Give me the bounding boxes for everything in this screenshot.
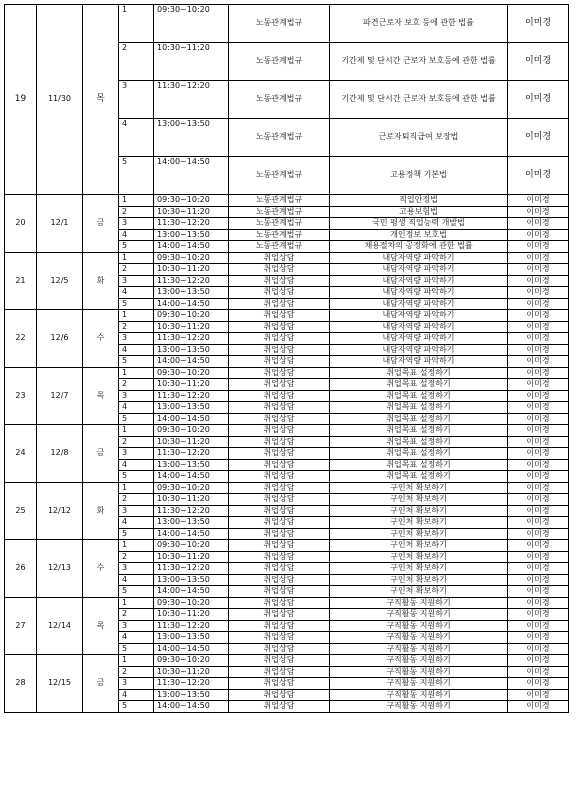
- instructor-cell: 이미경: [508, 632, 569, 644]
- instructor-cell: 이미경: [508, 678, 569, 690]
- subject-cell: 노동관계법규: [229, 218, 330, 230]
- table-row: [5, 655, 569, 667]
- session-number-cell: 22: [5, 310, 37, 368]
- date-cell: 12/15: [37, 655, 83, 713]
- period-cell: 2: [119, 609, 154, 621]
- date-cell: 12/8: [37, 425, 83, 483]
- time-cell: 14:00~14:50: [154, 528, 229, 540]
- topic-cell: 내담자역량 파악하기: [330, 275, 508, 287]
- period-cell: 4: [119, 287, 154, 299]
- topic-cell: 내담자역량 파악하기: [330, 298, 508, 310]
- session-number-cell: 21: [5, 252, 37, 310]
- subject-cell: 취업상담: [229, 379, 330, 391]
- topic-cell: 취업목표 설정하기: [330, 379, 508, 391]
- period-cell: 3: [119, 390, 154, 402]
- period-cell: 1: [119, 597, 154, 609]
- subject-cell: 취업상담: [229, 275, 330, 287]
- instructor-cell: 이미경: [508, 344, 569, 356]
- instructor-cell: 이미경: [508, 119, 569, 157]
- instructor-cell: 이미경: [508, 689, 569, 701]
- period-cell: 5: [119, 643, 154, 655]
- time-cell: 09:30~10:20: [154, 482, 229, 494]
- topic-cell: 내담자역량 파악하기: [330, 264, 508, 276]
- topic-cell: 구인처 확보하기: [330, 551, 508, 563]
- topic-cell: 내담자역량 파악하기: [330, 344, 508, 356]
- subject-cell: 노동관계법규: [229, 195, 330, 207]
- time-cell: 09:30~10:20: [154, 367, 229, 379]
- time-cell: 14:00~14:50: [154, 643, 229, 655]
- period-cell: 2: [119, 494, 154, 506]
- time-cell: 09:30~10:20: [154, 597, 229, 609]
- subject-cell: 노동관계법규: [229, 5, 330, 43]
- instructor-cell: 이미경: [508, 413, 569, 425]
- instructor-cell: 이미경: [508, 563, 569, 575]
- topic-cell: 구인처 확보하기: [330, 574, 508, 586]
- period-cell: 3: [119, 218, 154, 230]
- time-cell: 09:30~10:20: [154, 195, 229, 207]
- subject-cell: 취업상담: [229, 321, 330, 333]
- instructor-cell: 이미경: [508, 505, 569, 517]
- time-cell: 10:30~11:20: [154, 609, 229, 621]
- time-cell: 09:30~10:20: [154, 5, 229, 43]
- time-cell: 13:00~13:50: [154, 632, 229, 644]
- topic-cell: 취업목표 설정하기: [330, 471, 508, 483]
- table-row: [5, 540, 569, 552]
- time-cell: 13:00~13:50: [154, 402, 229, 414]
- period-cell: 1: [119, 310, 154, 322]
- subject-cell: 취업상담: [229, 528, 330, 540]
- subject-cell: 노동관계법규: [229, 119, 330, 157]
- time-cell: 13:00~13:50: [154, 119, 229, 157]
- time-cell: 11:30~12:20: [154, 390, 229, 402]
- time-cell: 14:00~14:50: [154, 241, 229, 253]
- time-cell: 10:30~11:20: [154, 43, 229, 81]
- topic-cell: 구직활동 지원하기: [330, 666, 508, 678]
- time-cell: 14:00~14:50: [154, 356, 229, 368]
- table-row: [5, 482, 569, 494]
- subject-cell: 취업상담: [229, 551, 330, 563]
- table-row: [5, 367, 569, 379]
- period-cell: 1: [119, 252, 154, 264]
- instructor-cell: 이미경: [508, 540, 569, 552]
- date-cell: 12/5: [37, 252, 83, 310]
- date-cell: 12/1: [37, 195, 83, 253]
- topic-cell: 직업안정법: [330, 195, 508, 207]
- period-cell: 5: [119, 586, 154, 598]
- subject-cell: 노동관계법규: [229, 43, 330, 81]
- instructor-cell: 이미경: [508, 528, 569, 540]
- period-cell: 4: [119, 229, 154, 241]
- weekday-cell: 수: [83, 310, 119, 368]
- instructor-cell: 이미경: [508, 551, 569, 563]
- table-row: [5, 310, 569, 322]
- date-cell: 12/14: [37, 597, 83, 655]
- session-number-cell: 20: [5, 195, 37, 253]
- instructor-cell: 이미경: [508, 252, 569, 264]
- weekday-cell: 목: [83, 597, 119, 655]
- subject-cell: 취업상담: [229, 333, 330, 345]
- period-cell: 5: [119, 413, 154, 425]
- instructor-cell: 이미경: [508, 597, 569, 609]
- instructor-cell: 이미경: [508, 275, 569, 287]
- weekday-cell: 목: [83, 367, 119, 425]
- time-cell: 10:30~11:20: [154, 494, 229, 506]
- topic-cell: 내담자역량 파악하기: [330, 321, 508, 333]
- period-cell: 5: [119, 356, 154, 368]
- time-cell: 13:00~13:50: [154, 517, 229, 529]
- topic-cell: 구인처 확보하기: [330, 494, 508, 506]
- subject-cell: 취업상담: [229, 563, 330, 575]
- time-cell: 10:30~11:20: [154, 264, 229, 276]
- time-cell: 13:00~13:50: [154, 287, 229, 299]
- time-cell: 14:00~14:50: [154, 586, 229, 598]
- instructor-cell: 이미경: [508, 643, 569, 655]
- time-cell: 11:30~12:20: [154, 275, 229, 287]
- subject-cell: 노동관계법규: [229, 157, 330, 195]
- date-cell: 11/30: [37, 5, 83, 195]
- topic-cell: 구직활동 지원하기: [330, 597, 508, 609]
- instructor-cell: 이미경: [508, 379, 569, 391]
- topic-cell: 취업목표 설정하기: [330, 402, 508, 414]
- instructor-cell: 이미경: [508, 229, 569, 241]
- instructor-cell: 이미경: [508, 356, 569, 368]
- instructor-cell: 이미경: [508, 448, 569, 460]
- time-cell: 14:00~14:50: [154, 157, 229, 195]
- instructor-cell: 이미경: [508, 471, 569, 483]
- session-number-cell: 25: [5, 482, 37, 540]
- topic-cell: 구직활동 지원하기: [330, 689, 508, 701]
- subject-cell: 취업상담: [229, 436, 330, 448]
- topic-cell: 구인처 확보하기: [330, 563, 508, 575]
- table-row: [5, 252, 569, 264]
- time-cell: 11:30~12:20: [154, 563, 229, 575]
- topic-cell: 구직활동 지원하기: [330, 643, 508, 655]
- instructor-cell: 이미경: [508, 310, 569, 322]
- date-cell: 12/12: [37, 482, 83, 540]
- period-cell: 1: [119, 482, 154, 494]
- period-cell: 3: [119, 275, 154, 287]
- instructor-cell: 이미경: [508, 321, 569, 333]
- topic-cell: 구인처 확보하기: [330, 505, 508, 517]
- time-cell: 09:30~10:20: [154, 252, 229, 264]
- topic-cell: 개인정보 보호법: [330, 229, 508, 241]
- instructor-cell: 이미경: [508, 5, 569, 43]
- period-cell: 5: [119, 241, 154, 253]
- period-cell: 3: [119, 505, 154, 517]
- instructor-cell: 이미경: [508, 206, 569, 218]
- topic-cell: 구직활동 지원하기: [330, 678, 508, 690]
- subject-cell: 취업상담: [229, 655, 330, 667]
- subject-cell: 취업상담: [229, 367, 330, 379]
- subject-cell: 취업상담: [229, 482, 330, 494]
- period-cell: 5: [119, 528, 154, 540]
- period-cell: 5: [119, 298, 154, 310]
- instructor-cell: 이미경: [508, 298, 569, 310]
- time-cell: 13:00~13:50: [154, 574, 229, 586]
- period-cell: 2: [119, 379, 154, 391]
- period-cell: 5: [119, 701, 154, 713]
- topic-cell: 취업목표 설정하기: [330, 436, 508, 448]
- period-cell: 4: [119, 459, 154, 471]
- time-cell: 10:30~11:20: [154, 436, 229, 448]
- subject-cell: 취업상담: [229, 540, 330, 552]
- topic-cell: 내담자역량 파악하기: [330, 310, 508, 322]
- subject-cell: 취업상담: [229, 620, 330, 632]
- topic-cell: 구인처 확보하기: [330, 540, 508, 552]
- time-cell: 11:30~12:20: [154, 333, 229, 345]
- topic-cell: 근로자퇴직급여 보장법: [330, 119, 508, 157]
- instructor-cell: 이미경: [508, 287, 569, 299]
- period-cell: 3: [119, 620, 154, 632]
- period-cell: 4: [119, 344, 154, 356]
- date-cell: 12/13: [37, 540, 83, 598]
- time-cell: 11:30~12:20: [154, 505, 229, 517]
- subject-cell: 취업상담: [229, 643, 330, 655]
- instructor-cell: 이미경: [508, 218, 569, 230]
- subject-cell: 노동관계법규: [229, 241, 330, 253]
- subject-cell: 취업상담: [229, 448, 330, 460]
- session-number-cell: 27: [5, 597, 37, 655]
- time-cell: 14:00~14:50: [154, 298, 229, 310]
- period-cell: 1: [119, 5, 154, 43]
- period-cell: 4: [119, 517, 154, 529]
- time-cell: 11:30~12:20: [154, 678, 229, 690]
- time-cell: 10:30~11:20: [154, 666, 229, 678]
- period-cell: 5: [119, 471, 154, 483]
- subject-cell: 취업상담: [229, 252, 330, 264]
- time-cell: 13:00~13:50: [154, 459, 229, 471]
- instructor-cell: 이미경: [508, 701, 569, 713]
- instructor-cell: 이미경: [508, 655, 569, 667]
- topic-cell: 구인처 확보하기: [330, 517, 508, 529]
- instructor-cell: 이미경: [508, 264, 569, 276]
- instructor-cell: 이미경: [508, 333, 569, 345]
- weekday-cell: 금: [83, 655, 119, 713]
- instructor-cell: 이미경: [508, 81, 569, 119]
- time-cell: 09:30~10:20: [154, 540, 229, 552]
- time-cell: 13:00~13:50: [154, 689, 229, 701]
- period-cell: 3: [119, 81, 154, 119]
- topic-cell: 구인처 확보하기: [330, 586, 508, 598]
- topic-cell: 기간제 및 단시간 근로자 보호등에 관한 법률: [330, 81, 508, 119]
- instructor-cell: 이미경: [508, 425, 569, 437]
- topic-cell: 고용정책 기본법: [330, 157, 508, 195]
- subject-cell: 취업상담: [229, 574, 330, 586]
- period-cell: 4: [119, 689, 154, 701]
- table-row: [5, 195, 569, 207]
- time-cell: 10:30~11:20: [154, 206, 229, 218]
- period-cell: 1: [119, 655, 154, 667]
- topic-cell: 취업목표 설정하기: [330, 413, 508, 425]
- subject-cell: 취업상담: [229, 402, 330, 414]
- schedule-table: [4, 4, 569, 713]
- instructor-cell: 이미경: [508, 195, 569, 207]
- instructor-cell: 이미경: [508, 367, 569, 379]
- period-cell: 4: [119, 119, 154, 157]
- subject-cell: 취업상담: [229, 459, 330, 471]
- instructor-cell: 이미경: [508, 482, 569, 494]
- topic-cell: 내담자역량 파악하기: [330, 252, 508, 264]
- time-cell: 10:30~11:20: [154, 379, 229, 391]
- topic-cell: 취업목표 설정하기: [330, 390, 508, 402]
- period-cell: 3: [119, 448, 154, 460]
- instructor-cell: 이미경: [508, 517, 569, 529]
- table-row: [5, 597, 569, 609]
- table-row: [5, 5, 569, 43]
- period-cell: 2: [119, 264, 154, 276]
- period-cell: 1: [119, 367, 154, 379]
- period-cell: 1: [119, 195, 154, 207]
- session-number-cell: 28: [5, 655, 37, 713]
- topic-cell: 구직활동 지원하기: [330, 701, 508, 713]
- topic-cell: 기간제 및 단시간 근로자 보호등에 관한 법률: [330, 43, 508, 81]
- topic-cell: 내담자역량 파악하기: [330, 333, 508, 345]
- instructor-cell: 이미경: [508, 620, 569, 632]
- topic-cell: 구직활동 지원하기: [330, 620, 508, 632]
- instructor-cell: 이미경: [508, 459, 569, 471]
- instructor-cell: 이미경: [508, 390, 569, 402]
- subject-cell: 취업상담: [229, 356, 330, 368]
- period-cell: 4: [119, 632, 154, 644]
- topic-cell: 구인처 확보하기: [330, 482, 508, 494]
- topic-cell: 취업목표 설정하기: [330, 459, 508, 471]
- topic-cell: 국민 평생 직업능력 개발법: [330, 218, 508, 230]
- instructor-cell: 이미경: [508, 43, 569, 81]
- period-cell: 1: [119, 540, 154, 552]
- weekday-cell: 화: [83, 252, 119, 310]
- period-cell: 2: [119, 321, 154, 333]
- weekday-cell: 금: [83, 195, 119, 253]
- subject-cell: 취업상담: [229, 666, 330, 678]
- time-cell: 13:00~13:50: [154, 344, 229, 356]
- topic-cell: 내담자역량 파악하기: [330, 287, 508, 299]
- subject-cell: 취업상담: [229, 413, 330, 425]
- period-cell: 2: [119, 43, 154, 81]
- period-cell: 2: [119, 551, 154, 563]
- subject-cell: 취업상담: [229, 586, 330, 598]
- instructor-cell: 이미경: [508, 494, 569, 506]
- period-cell: 3: [119, 678, 154, 690]
- subject-cell: 취업상담: [229, 344, 330, 356]
- topic-cell: 고용보험법: [330, 206, 508, 218]
- topic-cell: 취업목표 설정하기: [330, 367, 508, 379]
- time-cell: 11:30~12:20: [154, 448, 229, 460]
- time-cell: 11:30~12:20: [154, 81, 229, 119]
- subject-cell: 취업상담: [229, 298, 330, 310]
- subject-cell: 취업상담: [229, 632, 330, 644]
- instructor-cell: 이미경: [508, 586, 569, 598]
- topic-cell: 구직활동 지원하기: [330, 632, 508, 644]
- subject-cell: 취업상담: [229, 494, 330, 506]
- subject-cell: 취업상담: [229, 701, 330, 713]
- instructor-cell: 이미경: [508, 402, 569, 414]
- topic-cell: 파견근로자 보호 등에 관한 법률: [330, 5, 508, 43]
- session-number-cell: 26: [5, 540, 37, 598]
- session-number-cell: 23: [5, 367, 37, 425]
- instructor-cell: 이미경: [508, 574, 569, 586]
- topic-cell: 취업목표 설정하기: [330, 425, 508, 437]
- topic-cell: 구인처 확보하기: [330, 528, 508, 540]
- weekday-cell: 수: [83, 540, 119, 598]
- topic-cell: 취업목표 설정하기: [330, 448, 508, 460]
- subject-cell: 취업상담: [229, 609, 330, 621]
- instructor-cell: 이미경: [508, 157, 569, 195]
- period-cell: 4: [119, 402, 154, 414]
- period-cell: 4: [119, 574, 154, 586]
- instructor-cell: 이미경: [508, 436, 569, 448]
- session-number-cell: 19: [5, 5, 37, 195]
- weekday-cell: 금: [83, 425, 119, 483]
- period-cell: 2: [119, 666, 154, 678]
- subject-cell: 취업상담: [229, 425, 330, 437]
- subject-cell: 취업상담: [229, 310, 330, 322]
- subject-cell: 노동관계법규: [229, 229, 330, 241]
- weekday-cell: 목: [83, 5, 119, 195]
- period-cell: 2: [119, 436, 154, 448]
- time-cell: 09:30~10:20: [154, 310, 229, 322]
- subject-cell: 노동관계법규: [229, 81, 330, 119]
- subject-cell: 취업상담: [229, 471, 330, 483]
- time-cell: 14:00~14:50: [154, 471, 229, 483]
- subject-cell: 노동관계법규: [229, 206, 330, 218]
- time-cell: 13:00~13:50: [154, 229, 229, 241]
- subject-cell: 취업상담: [229, 287, 330, 299]
- instructor-cell: 이미경: [508, 666, 569, 678]
- period-cell: 2: [119, 206, 154, 218]
- period-cell: 3: [119, 563, 154, 575]
- time-cell: 09:30~10:20: [154, 655, 229, 667]
- table-row: [5, 425, 569, 437]
- time-cell: 09:30~10:20: [154, 425, 229, 437]
- topic-cell: 내담자역량 파악하기: [330, 356, 508, 368]
- topic-cell: 채용절차의 공정화에 관한 법률: [330, 241, 508, 253]
- session-number-cell: 24: [5, 425, 37, 483]
- subject-cell: 취업상담: [229, 689, 330, 701]
- subject-cell: 취업상담: [229, 517, 330, 529]
- topic-cell: 구직활동 지원하기: [330, 655, 508, 667]
- period-cell: 5: [119, 157, 154, 195]
- period-cell: 1: [119, 425, 154, 437]
- subject-cell: 취업상담: [229, 678, 330, 690]
- date-cell: 12/6: [37, 310, 83, 368]
- subject-cell: 취업상담: [229, 505, 330, 517]
- instructor-cell: 이미경: [508, 241, 569, 253]
- weekday-cell: 화: [83, 482, 119, 540]
- subject-cell: 취업상담: [229, 264, 330, 276]
- time-cell: 11:30~12:20: [154, 218, 229, 230]
- time-cell: 10:30~11:20: [154, 321, 229, 333]
- subject-cell: 취업상담: [229, 390, 330, 402]
- instructor-cell: 이미경: [508, 609, 569, 621]
- time-cell: 14:00~14:50: [154, 413, 229, 425]
- time-cell: 11:30~12:20: [154, 620, 229, 632]
- time-cell: 10:30~11:20: [154, 551, 229, 563]
- subject-cell: 취업상담: [229, 597, 330, 609]
- time-cell: 14:00~14:50: [154, 701, 229, 713]
- date-cell: 12/7: [37, 367, 83, 425]
- topic-cell: 구직활동 지원하기: [330, 609, 508, 621]
- period-cell: 3: [119, 333, 154, 345]
